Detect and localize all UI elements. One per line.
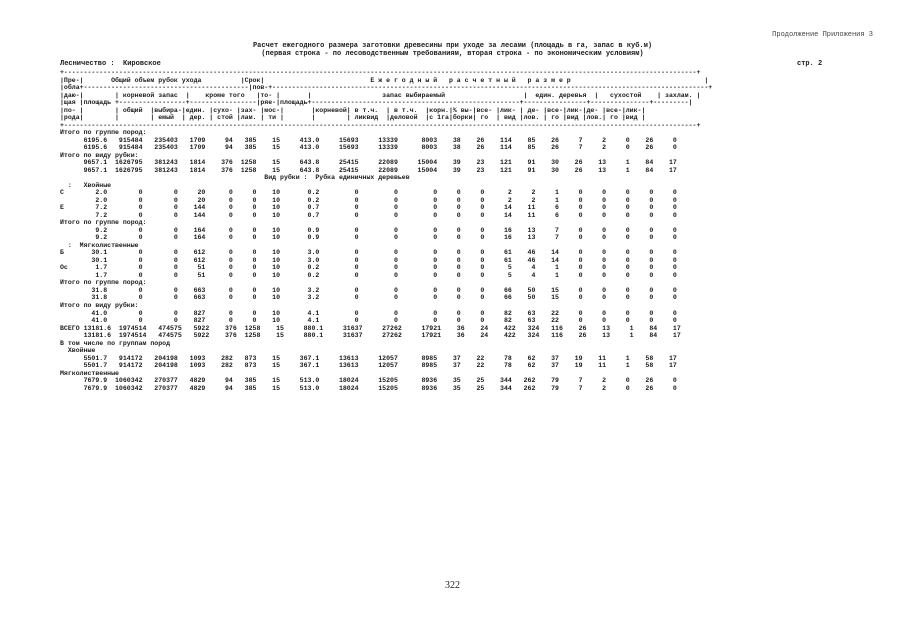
- document-title: Расчет ежегодного размера заготовки древесины при уходе за лесами (площадь в га, запас в куб.м): [252, 42, 653, 50]
- table-line: 30.1 0 0 612 0 0 10 3.0 0 0 0 0 0 61 46 14 0 0 0 0 0: [60, 256, 677, 264]
- table-line: |даю-| | корневой запас | кроме того |то- | | запас выбираемый | един. деревья | сухостой | захлам. |: [60, 91, 701, 99]
- table-line: : Мягколиственные: [60, 241, 139, 249]
- table-line: 9.2 0 0 164 0 0 10 0.9 0 0 0 0 0 16 13 7 0 0 0 0 0: [60, 226, 677, 234]
- table-line: 6195.6 915484 235403 1709 94 385 15 413.0 15693 13339 8003 38 26 114 85 26 7 2 0 26 0: [60, 136, 677, 144]
- page-number: 322: [445, 580, 460, 591]
- sheet-page-label: стр. 2: [797, 60, 823, 68]
- table-line: |обла+------------------------------------------|пов-+---------------------------------------------------------------------------------------------------------------+: [60, 84, 713, 92]
- table-line: Ос 1.7 0 0 51 0 0 10 0.2 0 0 0 0 0 5 4 1 0 0 0 0 0: [60, 264, 677, 272]
- table-line: 31.8 0 0 663 0 0 10 3.2 0 0 0 0 0 66 50 15 0 0 0 0 0: [60, 294, 677, 302]
- table-line: С 2.0 0 0 20 0 0 10 0.2 0 0 0 0 0 2 2 1 0 0 0 0 0: [60, 189, 677, 197]
- table-line: 5501.7 914172 204198 1093 282 873 15 367.1 13613 12057 8985 37 22 78 62 37 19 11 1 58 17: [60, 354, 677, 362]
- table-line: 31.8 0 0 663 0 0 10 3.2 0 0 0 0 0 66 50 15 0 0 0 0 0: [60, 286, 677, 294]
- table-line: +-----------------------------------------------------------------------------------------------------------------------------------------------------------------+: [60, 121, 701, 129]
- table-line: +-----------------------------------------------------------------------------------------------------------------------------------------------------------------+: [60, 69, 701, 76]
- table-line: Б 30.1 0 0 612 0 0 10 3.0 0 0 0 0 0 61 46 14 0 0 0 0 0: [60, 249, 677, 257]
- table-line: 2.0 0 0 20 0 0 10 0.2 0 0 0 0 0 2 2 1 0 0 0 0 0: [60, 196, 677, 204]
- table-line: 6195.6 915484 235403 1709 94 385 15 413.0 15693 13339 8003 38 26 114 85 26 7 2 0 26 0: [60, 144, 677, 152]
- table-line: Итого по группе пород:: [60, 129, 147, 137]
- table-line: Вид рубки : Рубка единичных деревьев: [60, 174, 410, 182]
- calculation-table: [60, 69, 712, 392]
- table-line: Итого по виду рубки:: [60, 151, 139, 159]
- table-line: |по- | | общий |выбира-|един. |сухо- |зах- |мос-| |корневой| в т.ч. | в т.ч. |корн.|% вы-|все- |лик- | де- |все-|лик-|де- |все-|лик-|: [60, 106, 646, 114]
- table-line: 7.2 0 0 144 0 0 10 0.7 0 0 0 0 0 14 11 6 0 0 0 0 0: [60, 211, 677, 219]
- table-line: 7679.9 1060342 270377 4829 94 385 15 513.0 18024 15205 8936 35 25 344 262 79 7 2 0 26 0: [60, 384, 677, 392]
- table-line: В том числе по группам пород: [60, 339, 171, 347]
- table-line: ВСЕГО 13181.6 1974514 474575 5922 376 1258 15 880.1 31637 27262 17921 36 24 422 324 116 26 13 1 84 17: [60, 324, 681, 332]
- table-line: 7679.9 1060342 270377 4829 94 385 15 513.0 18024 15205 8936 35 25 344 262 79 7 2 0 26 0: [60, 377, 677, 385]
- document-subtitle: (первая строка - по лесоводственным требованиям, вторая строка - по экономическим условиям): [261, 50, 644, 58]
- table-line: : Хвойные: [60, 181, 112, 189]
- table-line: 13181.6 1974514 474575 5922 376 1258 15 880.1 31637 27262 17921 36 24 422 324 116 26 13 1 84 17: [60, 332, 681, 340]
- table-line: |Пре-| Общий объем рубок ухода |Срок| Е ж е г о д н ы й р а с ч е т н ы й р а з м е р |: [60, 76, 709, 84]
- table-line: |рода| | | емый | дер. | стой |лам. | ти | | | ликвид |деловой |с 1га|борки| го | вид |лов. | го |вид |лов.| го |вид |: [60, 114, 646, 122]
- table-line: 9657.1 1626795 381243 1814 376 1258 15 643.8 25415 22089 15004 39 23 121 91 30 26 13 1 84 17: [60, 166, 677, 174]
- table-line: 9657.1 1626795 381243 1814 376 1258 15 643.8 25415 22089 15004 39 23 121 91 30 26 13 1 84 17: [60, 159, 677, 167]
- table-line: Итого по виду рубки:: [60, 301, 139, 309]
- table-line: |щая |площадь +-----------------+-----------------|ряе-|площадь+-----------------------------------------------------+----------------+---------------+---------|: [60, 99, 693, 107]
- table-line: 9.2 0 0 164 0 0 10 0.9 0 0 0 0 0 16 13 7 0 0 0 0 0: [60, 234, 677, 242]
- table-line: Итого по группе пород:: [60, 279, 147, 287]
- appendix-note: Продолжение Приложения 3: [772, 31, 873, 39]
- table-line: Мягколиственные: [60, 369, 119, 377]
- forestry-label: Лесничество : Кировское: [60, 60, 161, 68]
- table-line: Итого по группе пород:: [60, 219, 147, 227]
- table-line: 5501.7 914172 204198 1093 282 873 15 367.1 13613 12057 8985 37 22 78 62 37 19 11 1 58 17: [60, 362, 677, 370]
- table-line: 41.0 0 0 827 0 0 10 4.1 0 0 0 0 0 82 63 22 0 0 0 0 0: [60, 309, 677, 317]
- table-line: 41.0 0 0 827 0 0 10 4.1 0 0 0 0 0 82 63 22 0 0 0 0 0: [60, 317, 677, 325]
- table-line: 1.7 0 0 51 0 0 10 0.2 0 0 0 0 0 5 4 1 0 0 0 0 0: [60, 271, 677, 279]
- table-line: Е 7.2 0 0 144 0 0 10 0.7 0 0 0 0 0 14 11 6 0 0 0 0 0: [60, 204, 677, 212]
- table-line: Хвойные: [60, 347, 96, 355]
